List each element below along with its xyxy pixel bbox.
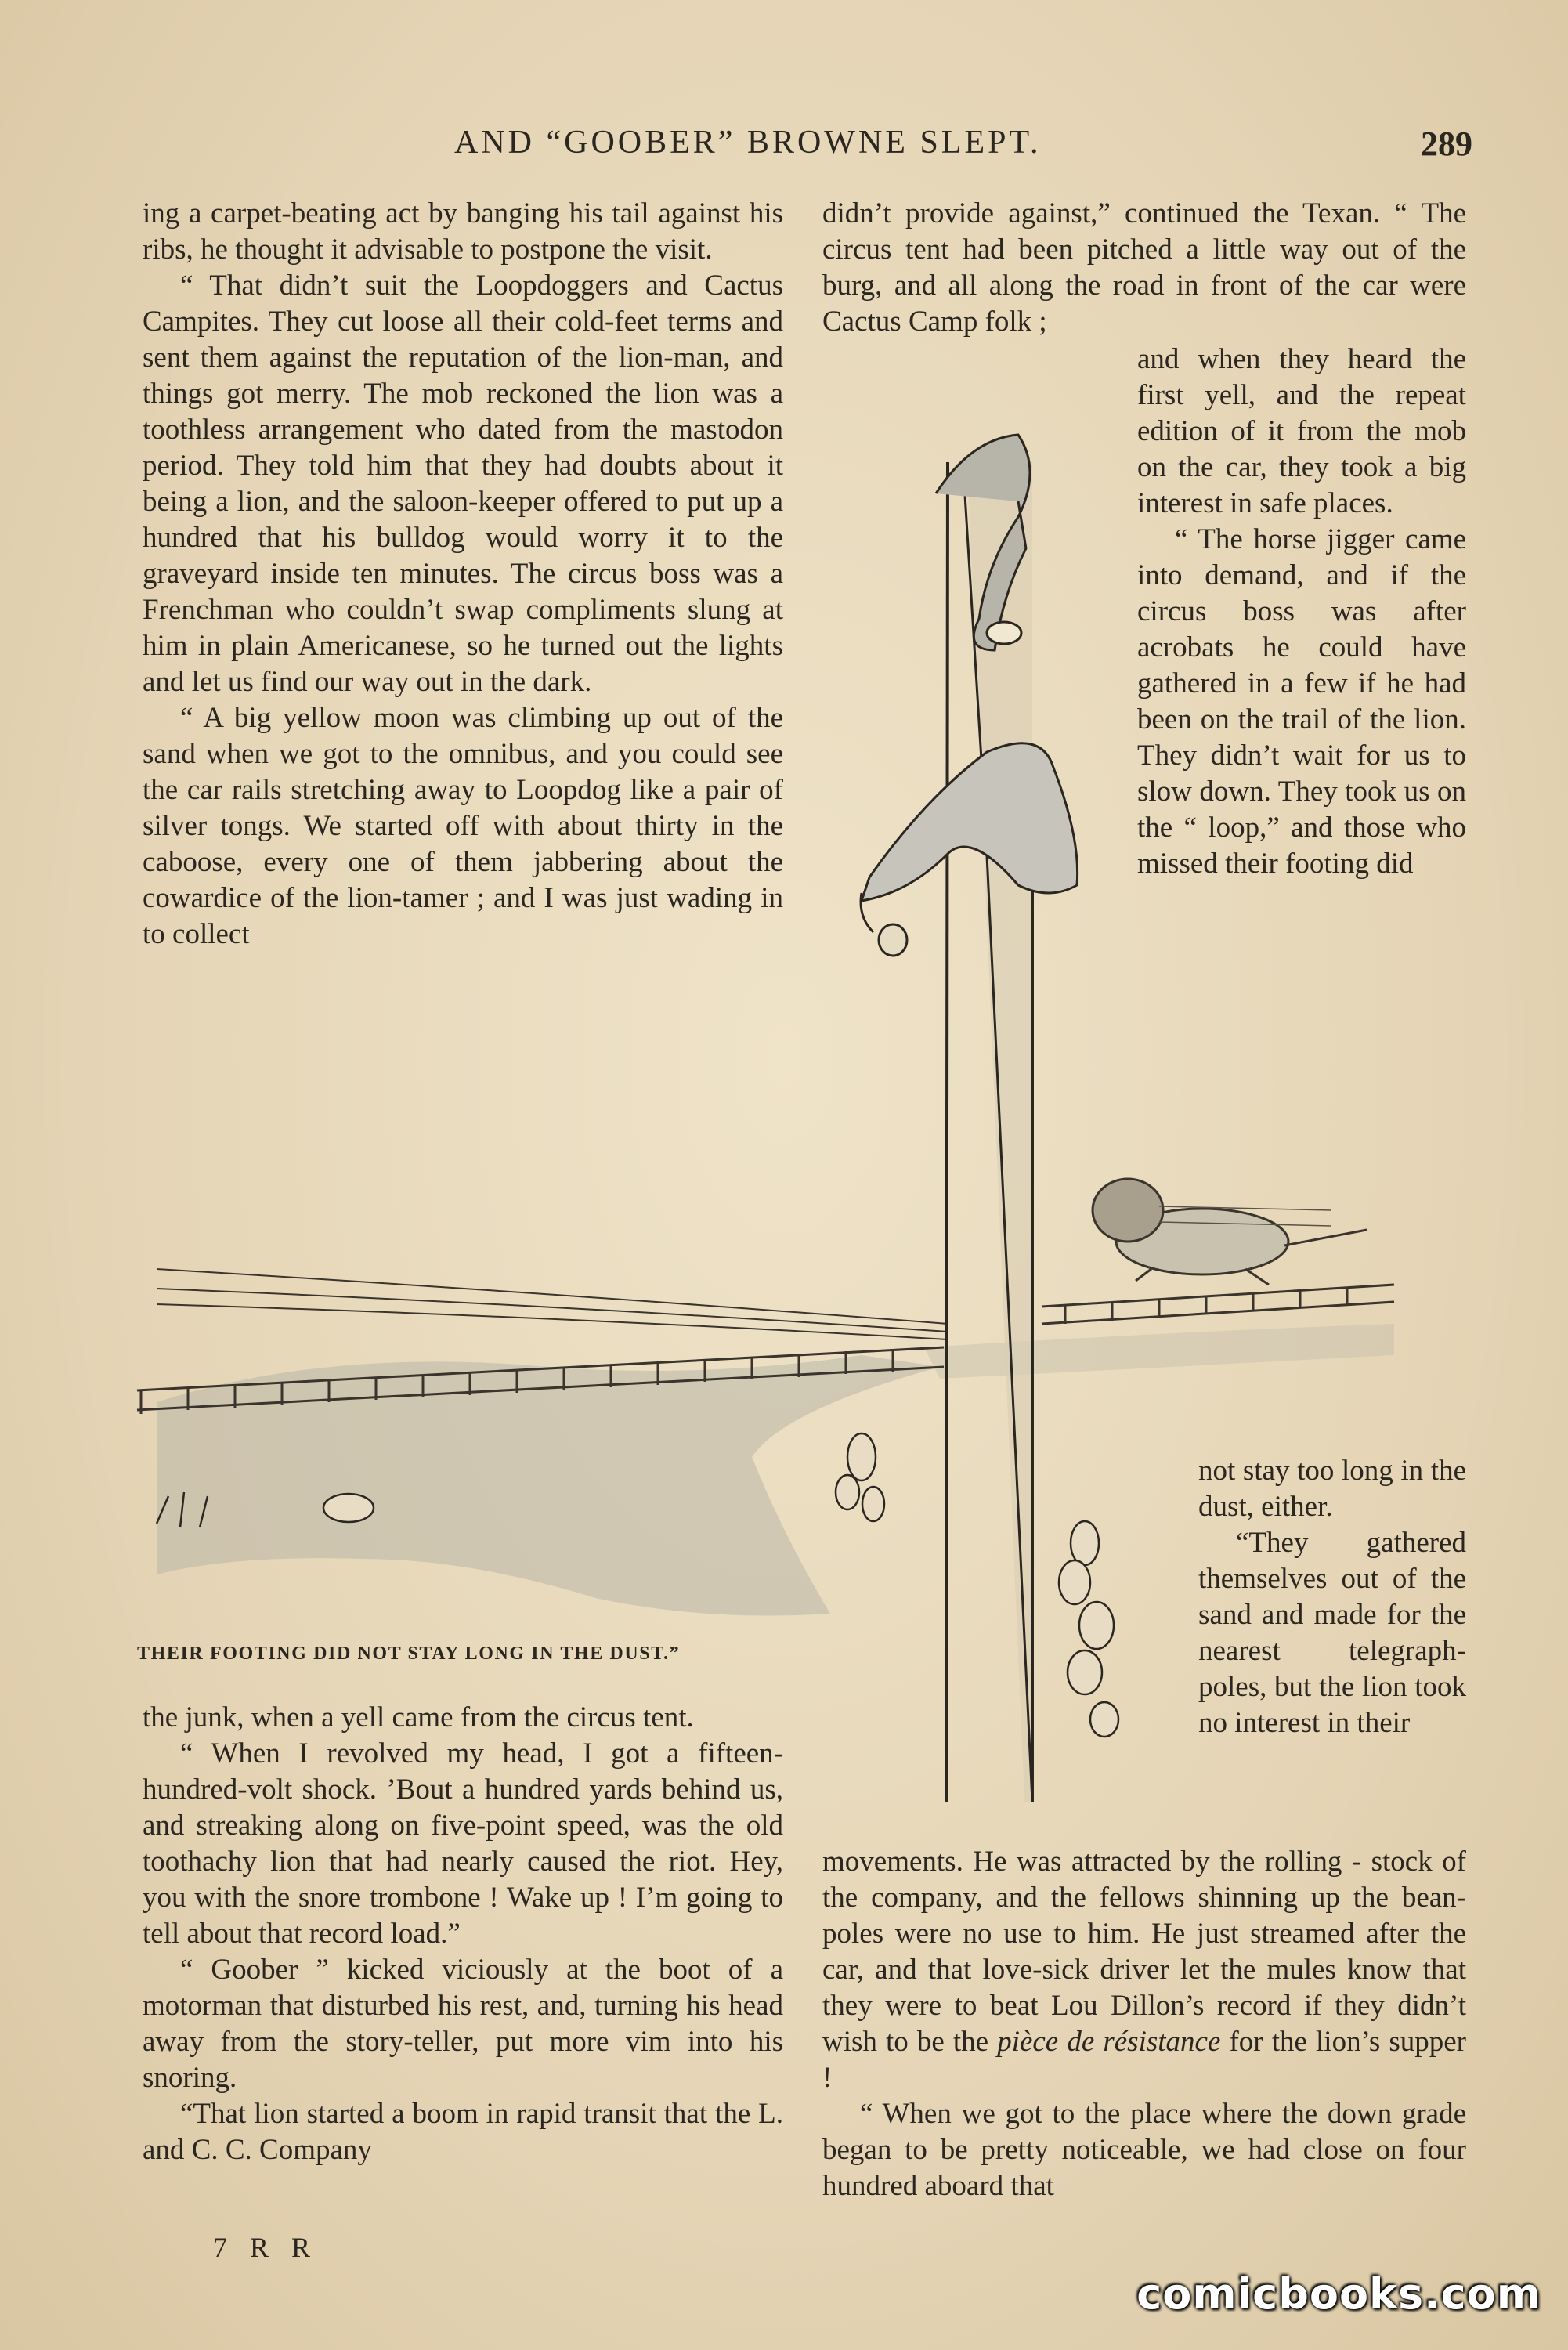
running-title: AND “GOOBER” BROWNE SLEPT.	[454, 125, 1042, 161]
railway-track-right	[1042, 1285, 1394, 1324]
lion-figure	[1093, 1179, 1367, 1285]
illustration-caption: THEIR FOOTING DID NOT STAY LONG IN THE DUST.”	[137, 1643, 681, 1664]
italic-phrase: pièce de résistance	[997, 2026, 1221, 2058]
right-column-paragraph: didn’t provide against,” continued the Texan. “ The circus tent had been pitched a little way out of the burg, and all along the road in front of the car were Cactus Camp folk ;	[822, 197, 1466, 338]
paragraph: ing a carpet-beating act by banging his tail against his ribs, he thought it advisable to postpone the visit.	[143, 197, 783, 266]
text-run: for the lion’s supper !	[822, 2026, 1466, 2094]
telegraph-pole	[946, 462, 1032, 1802]
telegraph-wires	[157, 1269, 948, 1340]
paragraph: “ A big yellow moon was climbing up out of the sand when we got to the omnibus, and you could see the car rails stretching away to Loopdog like a pair of silver tongs. We started off with about thirty in the caboose, every one of them jabbering about the cowardice of the lion-tamer ; and I was just wading in to collect	[143, 702, 783, 950]
paragraph: “They gathered themselves out of the sand and made for the nearest telegraph-poles, but the lion took no interest in their	[1198, 1527, 1466, 1739]
paragraph: “ That didn’t suit the Loopdoggers and Cactus Campites. They cut loose all their cold-feet terms and sent them against the reputation of the lion-man, and things got merry. The mob reckoned the lion was a toothless arrangement who dated from the mastodon period. They told him that they had doubts about it being a lion, and the saloon-keeper offered to put up a hundred that his bulldog would worry it to the graveyard inside ten minutes. The circus boss was a Frenchman who couldn’t swap compliments slung at him in plain Americanese, so he turned out the lights and let us find our way out in the dark.	[143, 269, 783, 698]
ground-wash-right	[924, 1324, 1394, 1379]
right-column-paragraph: and when they heard the first yell, and the repeat edition of it from the mob on the car, they took a big interest in safe places.	[1137, 343, 1466, 519]
paragraph: “ Goober ” kicked viciously at the boot of a motorman that disturbed his rest, and, turning his head away from the story-teller, put more vim into his snoring.	[143, 1954, 783, 2094]
right-column-paragraph: “ The horse jigger came into demand, and if the circus boss was after acrobats he could have gathered in a few if he had been on the trail of the lion. They didn’t wait for us to slow down. They took us on the “ loop,” and those who missed their footing did	[1137, 523, 1466, 880]
paragraph: not stay too long in the dust, either.	[1198, 1455, 1466, 1523]
page-number: 289	[1421, 125, 1472, 163]
paragraph: the junk, when a yell came from the circus tent.	[143, 1701, 694, 1734]
right-column-paragraph: “ When we got to the place where the down grade began to be pretty noticeable, we had close on four hundred aboard that	[822, 2098, 1466, 2202]
climbing-men	[861, 435, 1078, 956]
paragraph: “That lion started a boom in rapid transit that the L. and C. C. Company	[143, 2098, 783, 2166]
text-run: movements. He was attracted by the rolling - stock of the company, and the fellows shinning up the bean-poles were no use to him. He just streamed after the car, and that love-sick driver let the mules know that they were to beat Lou Dillon’s record if they didn’t wish to be the	[822, 1846, 1466, 2058]
paragraph: “ When I revolved my head, I got a fifteen-hundred-volt shock. ’Bout a hundred yards behind us, and streaking along on five-point speed, was the old toothachy lion that had nearly caused the riot. Hey, you with the snore trombone ! Wake up ! I’m going to tell about that record load.”	[143, 1737, 783, 1950]
ground-wash	[157, 1355, 940, 1616]
site-watermark: comicbooks.com	[1136, 2269, 1541, 2319]
printer-signature: 7 R R	[213, 2232, 319, 2263]
